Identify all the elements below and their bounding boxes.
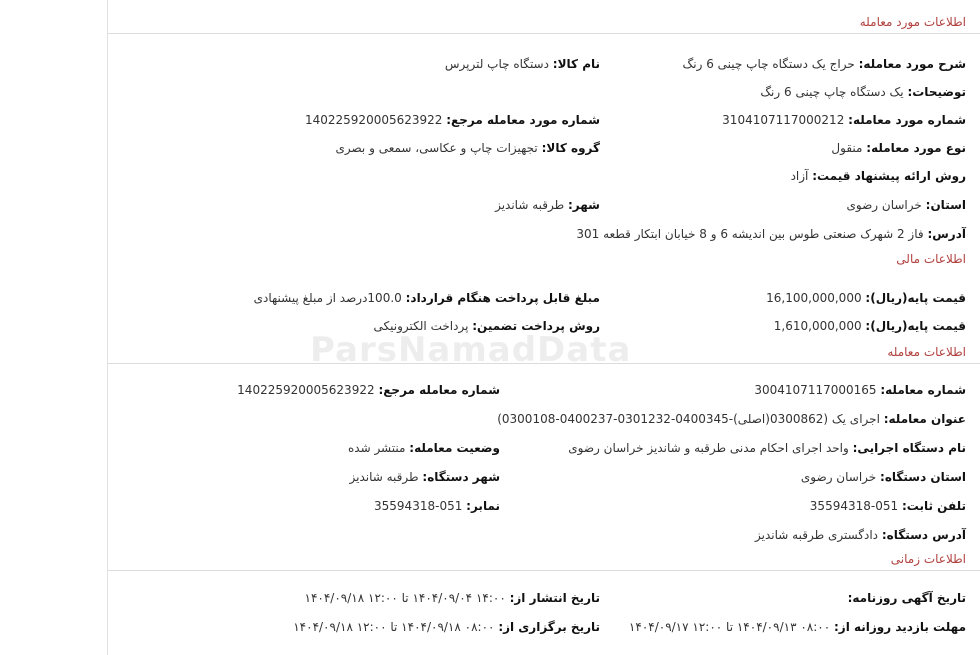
section-title-time: اطلاعات زمانی [107,548,980,571]
time-newspaper-date: تاریخ آگهی روزنامه: [847,591,966,605]
deal-address: آدرس: فاز 2 شهرک صنعتی طوس بین اندیشه 6 و 8 خیابان ابتکار قطعه 301 [576,227,966,241]
deal-product-name: نام کالا: دستگاه چاپ لترپرس [444,57,600,71]
time-hold-range: تاریخ برگزاری از: ۰۸:۰۰ ۱۴۰۴/۰۹/۱۸ تا ۱۲:۰۰ ۱۴۰۴/۰۹/۱۸ [293,620,600,634]
financial-payable-amount: مبلغ قابل پرداخت هنگام قرارداد: 100.0درصد از مبلغ پیشنهادی [253,291,600,305]
deal-type: نوع مورد معامله: منقول [831,141,966,155]
deal-number: شماره مورد معامله: 3104107117000212 [722,113,966,127]
section-title-transaction: اطلاعات معامله [107,341,980,364]
transaction-status: وضعیت معامله: منتشر شده [347,441,500,455]
deal-ref-number: شماره مورد معامله مرجع: 140225920005623922 [304,113,600,127]
deal-description: شرح مورد معامله: حراج یک دستگاه چاپ چینی 6 رنگ [682,57,966,71]
section-title-financial: اطلاعات مالی [896,252,966,266]
transaction-organization: نام دستگاه اجرایی: واحد اجرای احکام مدنی طرقبه و شاندیز خراسان رضوی [568,441,966,455]
financial-base-price-2: قیمت پایه(ریال): 1,610,000,000 [773,319,966,333]
deal-details: توضیحات: یک دستگاه چاپ چینی 6 رنگ [760,85,966,99]
deal-offer-method: روش ارائه پیشنهاد قیمت: آزاد [790,169,966,183]
section-title-deal: اطلاعات مورد معامله [107,11,980,34]
time-publish-range: تاریخ انتشار از: ۱۴:۰۰ ۱۴۰۴/۰۹/۰۴ تا ۱۲:۰۰ ۱۴۰۴/۰۹/۱۸ [304,591,600,605]
deal-city: شهر: طرقبه شاندیز [495,198,600,212]
deal-product-group: گروه کالا: تجهیزات چاپ و عکاسی، سمعی و بصری [335,141,600,155]
transaction-org-city: شهر دستگاه: طرقبه شاندیز [349,470,500,484]
time-visit-range: مهلت بازدید روزانه از: ۰۸:۰۰ ۱۴۰۴/۰۹/۱۳ تا ۱۲:۰۰ ۱۴۰۴/۰۹/۱۷ [628,620,966,634]
transaction-ref-number: شماره معامله مرجع: 140225920005623922 [237,383,500,397]
transaction-title: عنوان معامله: اجرای یک (0300862(اصلی)-0400345-0301232-0400237-0300108) [497,412,966,426]
watermark: ParsNamadData [310,330,632,370]
deal-province: استان: خراسان رضوی [846,198,966,212]
financial-base-price-1: قیمت پایه(ریال): 16,100,000,000 [766,291,966,305]
financial-guarantee-method: روش پرداخت تضمین: پرداخت الکترونیکی [373,319,600,333]
transaction-org-address: آدرس دستگاه: دادگستری طرقبه شاندیز [755,528,966,542]
transaction-org-province: استان دستگاه: خراسان رضوی [800,470,966,484]
transaction-number: شماره معامله: 3004107117000165 [754,383,966,397]
transaction-phone: تلفن ثابت: 051-35594318 [809,499,966,513]
content-frame [107,0,980,655]
transaction-fax: نمابر: 051-35594318 [374,499,500,513]
